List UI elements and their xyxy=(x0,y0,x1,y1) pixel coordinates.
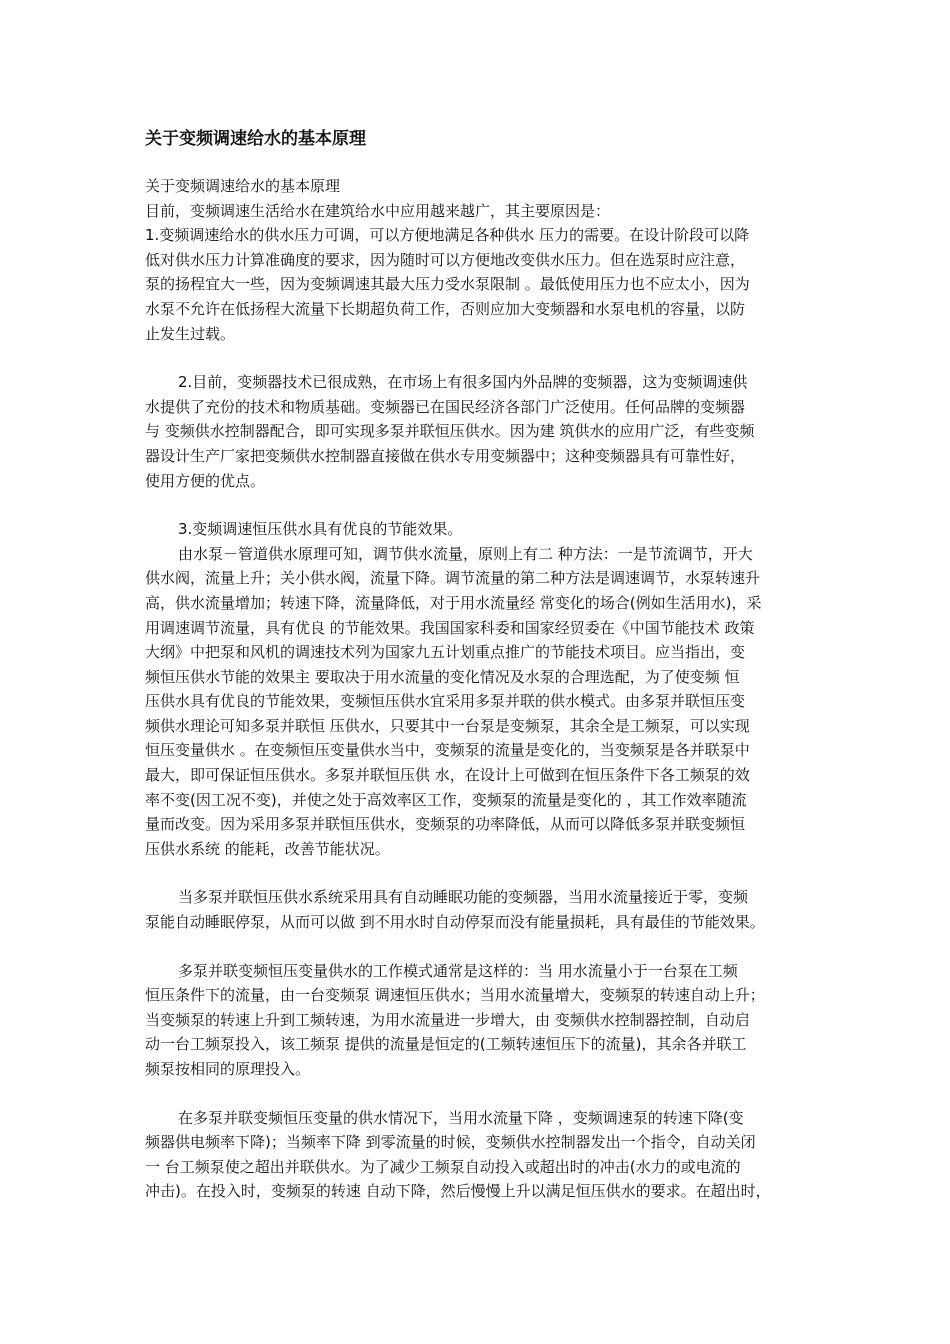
section-3-heading: 3.变频调速恒压供水具有优良的节能效果。 xyxy=(178,520,463,539)
section-3-line: 量而改变。因为采用多泵并联恒压供水，变频泵的功率降低，从而可以降低多泵并联变频恒 xyxy=(145,815,746,834)
section-6-line: 一 台工频泵使之超出并联供水。为了减少工频泵自动投入或超出时的冲击(水力的或电流的 xyxy=(145,1157,741,1176)
section-1-line: 止发生过载。 xyxy=(145,324,236,343)
section-3-line: 最大，即可保证恒压供水。多泵并联恒压供 水，在设计上可做到在恒压条件下各工频泵的效 xyxy=(145,766,750,785)
section-3-line: 由水泵－管道供水原理可知，调节供水流量，原则上有二 种方法：一是节流调节，开大 xyxy=(178,544,753,563)
section-6 xyxy=(145,1106,817,1204)
paragraph-gap xyxy=(145,935,817,959)
paragraph-gap xyxy=(145,346,817,370)
document-title: 关于变频调速给水的基本原理 xyxy=(145,129,366,149)
section-3-line: 率不变(因工况不变)，并使之处于高效率区工作，变频泵的流量是变化的 ，其工作效率随流 xyxy=(145,790,747,809)
section-2-line: 使用方便的优点。 xyxy=(145,471,266,490)
section-2-line: 水提供了充份的技术和物质基础。变频器已在国民经济各部门广泛使用。任何品牌的变频器 xyxy=(145,397,746,416)
section-3-line: 频恒压供水节能的效果主 要取决于用水流量的变化情况及水泵的合理选配，为了使变频 恒 xyxy=(145,667,740,686)
section-5-line: 当变频泵的转速上升到工频转速，为用水流量进一步增大，由 变频供水控制器控制，自动启 xyxy=(145,1010,750,1029)
section-4 xyxy=(145,885,817,934)
section-1-line: 低对供水压力计算准确度的要求，因为随时可以方便地改变供水压力。但在选泵时应注意， xyxy=(145,250,746,269)
section-3-line: 高，供水流量增加；转速下降，流量降低，对于用水流量经 常变化的场合(例如生活用水)，采 xyxy=(145,593,762,612)
section-6-line: 冲击)。在投入时，变频泵的转速 自动下降，然后慢慢上升以满足恒压供水的要求。在超出时， xyxy=(145,1182,771,1201)
section-5-line: 频泵按相同的原理投入。 xyxy=(145,1060,311,1078)
section-4-line: 泵能自动睡眠停泵，从而可以做 到不用水时自动停泵而没有能量损耗，具有最佳的节能效果。 xyxy=(145,913,765,932)
section-3 xyxy=(145,517,817,861)
document-body xyxy=(145,174,817,1204)
intro-line: 目前，变频调速生活给水在建筑给水中应用越来越广，其主要原因是： xyxy=(145,201,611,220)
section-3-line: 压供水具有优良的节能效果，变频恒压供水宜采用多泵并联的供水模式。由多泵并联恒压变 xyxy=(145,692,746,711)
section-5-line: 动一台工频泵投入，该工频泵 提供的流量是恒定的(工频转速恒压下的流量)，其余各并联工 xyxy=(145,1035,747,1054)
section-2-line: 2.目前，变频器技术已很成熟，在市场上有很多国内外品牌的变频器，这为变频调速供 xyxy=(178,373,748,392)
section-1-line: 泵的扬程宜大一些，因为变频调速其最大压力受水泵限制 。最低使用压力也不应太小，因为 xyxy=(145,275,750,294)
section-4-line: 当多泵并联恒压供水系统采用具有自动睡眠功能的变频器，当用水流量接近于零，变频 xyxy=(178,888,749,907)
section-5 xyxy=(145,959,817,1082)
section-6-line: 在多泵并联变频恒压变量的供水情况下，当用水流量下降 ，变频调速泵的转速下降(变 xyxy=(178,1108,744,1127)
subtitle-line: 关于变频调速给水的基本原理 xyxy=(145,177,341,195)
paragraph-gap xyxy=(145,1082,817,1106)
section-1-line: 水泵不允许在低扬程大流量下长期超负荷工作，否则应加大变频器和水泵电机的容量，以防 xyxy=(145,299,746,318)
paragraph-gap xyxy=(145,493,817,517)
section-3-line: 压供水系统 的能耗，改善节能状况。 xyxy=(145,839,390,858)
section-5-line: 恒压条件下的流量，由一台变频泵 调速恒压供水；当用水流量增大，变频泵的转速自动上升； xyxy=(145,986,765,1005)
section-2-line: 器设计生产厂家把变频供水控制器直接做在供水专用变频器中；这种变频器具有可靠性好， xyxy=(145,446,746,465)
paragraph-gap xyxy=(145,861,817,885)
section-1-line: 1.变频调速给水的供水压力可调，可以方便地满足各种供水 压力的需要。在设计阶段可以降 xyxy=(145,226,750,245)
section-1 xyxy=(145,223,817,346)
section-3-line: 供水阀，流量上升；关小供水阀，流量下降。调节流量的第二种方法是调速调节，水泵转速升 xyxy=(145,569,761,588)
section-3-line: 频供水理论可知多泵并联恒 压供水，只要其中一台泵是变频泵，其余全是工频泵，可以实现 xyxy=(145,716,750,735)
section-6-line: 频器供电频率下降)；当频率下降 到零流量的时候，变频供水控制器发出一个指令，自动关闭 xyxy=(145,1133,756,1152)
section-3-line: 用调速调节流量，具有优良 的节能效果。我国国家科委和国家经贸委在《中国节能技术 政策 xyxy=(145,618,755,637)
section-5-line: 多泵并联变频恒压变量供水的工作模式通常是这样的：当 用水流量小于一台泵在工频 xyxy=(178,961,738,980)
section-3-line: 恒压变量供水 。在变频恒压变量供水当中，变频泵的流量是变化的，当变频泵是各并联泵中 xyxy=(145,741,750,760)
section-2 xyxy=(145,370,817,493)
section-3-line: 大纲》中把泵和风机的调速技术列为国家九五计划重点推广的节能技术项目。应当指出，变 xyxy=(145,643,746,662)
section-2-line: 与 变频供水控制器配合，即可实现多泵并联恒压供水。因为建 筑供水的应用广泛，有些变频 xyxy=(145,422,755,441)
